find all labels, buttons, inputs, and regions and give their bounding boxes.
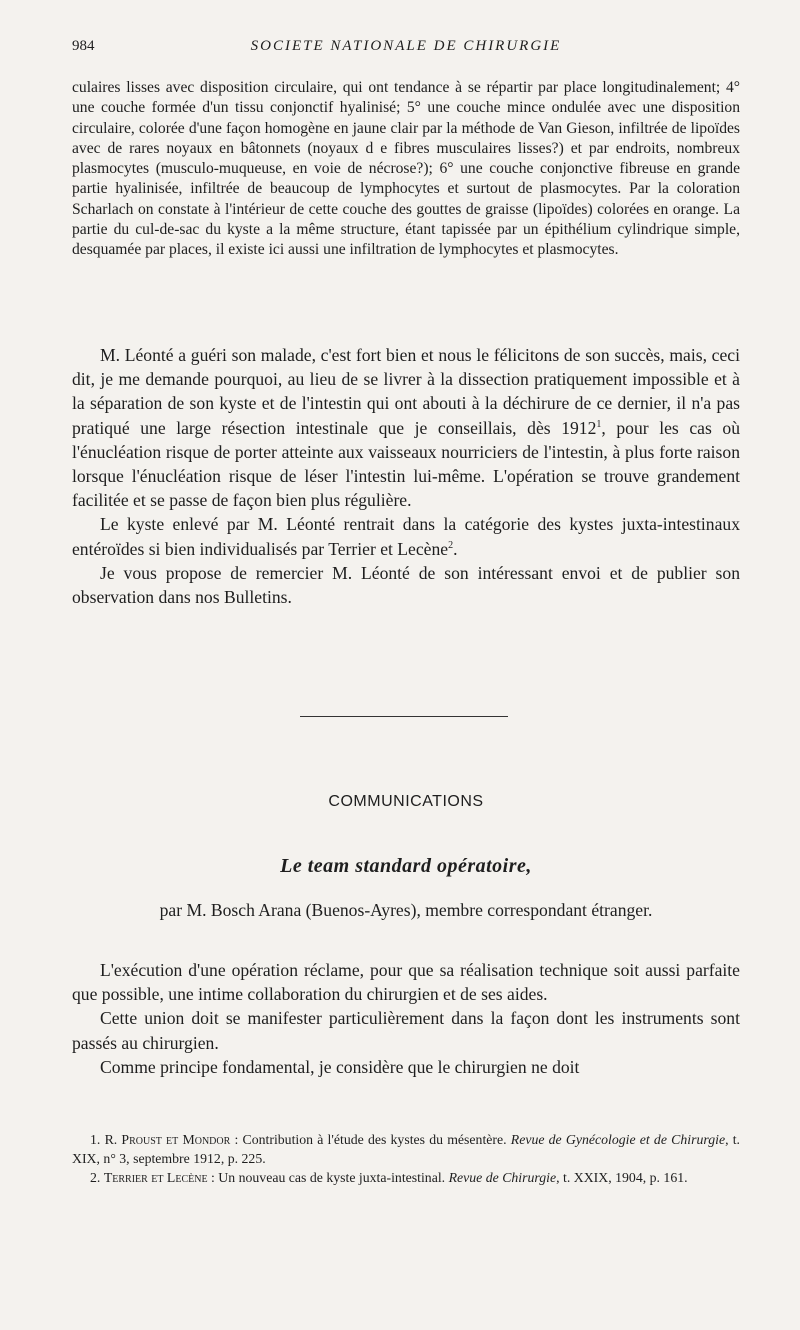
footnote-text: : Un nouveau cas de kyste juxta-intestinal.: [207, 1170, 449, 1185]
report-p2-text-cont: .: [453, 538, 458, 559]
article-body: [72, 958, 740, 1079]
footnote-authors: Terrier et Lecène: [103, 1170, 208, 1185]
report-p1-text: M. Léonté a guéri son malade, c'est fort bien et nous le félicitons de son succès, mais, ceci dit, je me demande pourquoi, au lieu de se livrer à la dissection pratiquement impossible et à la séparation de son kyste et de l'intestin qui ont abouti à la déchirure de ce dernier, il n'a pas pratiqué une large résection intestinale que je conseillais, dès 1912: [72, 345, 740, 438]
footnote-ref-1[interactable]: 1: [596, 418, 602, 430]
intro-paragraph-block: [72, 78, 740, 261]
article-paragraph: L'exécution d'une opération réclame, pour que sa réalisation technique soit aussi parfaite que possible, une intime collaboration du chirurgien et de ses aides.: [72, 960, 740, 1005]
intro-paragraph: culaires lisses avec disposition circulaire, qui ont tendance à se répartir par place longitudinalement; 4° une couche formée d'un tissu conjonctif hyalinisé; 5° une couche mince ondulée avec une disposition circulaire, colorée d'une façon homogène en jaune clair par la méthode de Van Gieson, infiltrée de lipoïdes avec de rares noyaux en bâtonnets (noyaux d e fibres musculaires lisses?) et par endroits, nombreux plasmocytes (musculo-muqueuse, en voie de nécrose?); 6° une couche conjonctive fibreuse en grande partie hyalinisée, infiltrée de beaucoup de lymphocytes et surtout de plasmocytes. Par la coloration Scharlach on constate à l'intérieur de cette couche des gouttes de graisse (lipoïdes) colorées en orange. La partie du cul-de-sac du kyste a la même structure, étant tapissée par un épithélium cylindrique simple, desquamée par places, il existe ici aussi une infiltration de lymphocytes et plasmocytes.: [72, 79, 740, 259]
section-divider: [300, 716, 508, 717]
article-paragraph: Cette union doit se manifester particulièrement dans la façon dont les instruments sont passés au chirurgien.: [72, 1008, 740, 1053]
footnote-marker: 2.: [90, 1170, 101, 1185]
footnote-marker: 1.: [90, 1132, 101, 1147]
footnote-details: , t. XXIX, 1904, p. 161.: [556, 1170, 688, 1185]
page-number: 984: [72, 38, 95, 54]
report-paragraph-2: [72, 512, 740, 560]
footnote-journal: Revue de Gynécologie et de Chirurgie: [510, 1132, 726, 1147]
article-title: Le team standard opératoire,: [280, 855, 532, 877]
footnote-details: , t. XIX, n° 3, septembre 1912, p. 225.: [72, 1132, 741, 1166]
footnotes: [72, 1130, 740, 1187]
footnote-authors: R. Proust et Mondor: [104, 1132, 231, 1147]
running-title: SOCIETE NATIONALE DE CHIRURGIE: [250, 38, 562, 54]
section-heading: COMMUNICATIONS: [328, 793, 484, 810]
report-paragraph-1: [72, 343, 740, 512]
footnote-journal: Revue de Chirurgie: [448, 1170, 557, 1185]
footnote-text: : Contribution à l'étude des kystes du mésentère.: [230, 1132, 511, 1147]
article-paragraph: Comme principe fondamental, je considère que le chirurgien ne doit: [100, 1056, 580, 1077]
footnote-ref-2[interactable]: 2: [448, 539, 454, 551]
footnote-2: [72, 1168, 740, 1187]
report-paragraph-3: Je vous propose de remercier M. Léonté de son intéressant envoi et de publier son observation dans nos Bulletins.: [72, 562, 740, 608]
report-p1-text-cont: , pour les cas où l'énucléation risque de porter atteinte aux vaisseaux nourriciers de l'intestin, à plus forte raison lorsque l'énucléation risque de léser l'intestin lui-même. L'opération se trouve grandement facilitée et se passe de façon bien plus régulière.: [72, 417, 740, 511]
report-block: [72, 343, 740, 609]
running-header: [72, 36, 740, 60]
footnote-1: [72, 1130, 740, 1168]
article-byline: par M. Bosch Arana (Buenos-Ayres), membre correspondant étranger.: [159, 900, 653, 920]
report-p2-text: Le kyste enlevé par M. Léonté rentrait dans la catégorie des kystes juxta-intestinaux entéroïdes si bien individualisés par Terrier et Lecène: [72, 514, 740, 559]
